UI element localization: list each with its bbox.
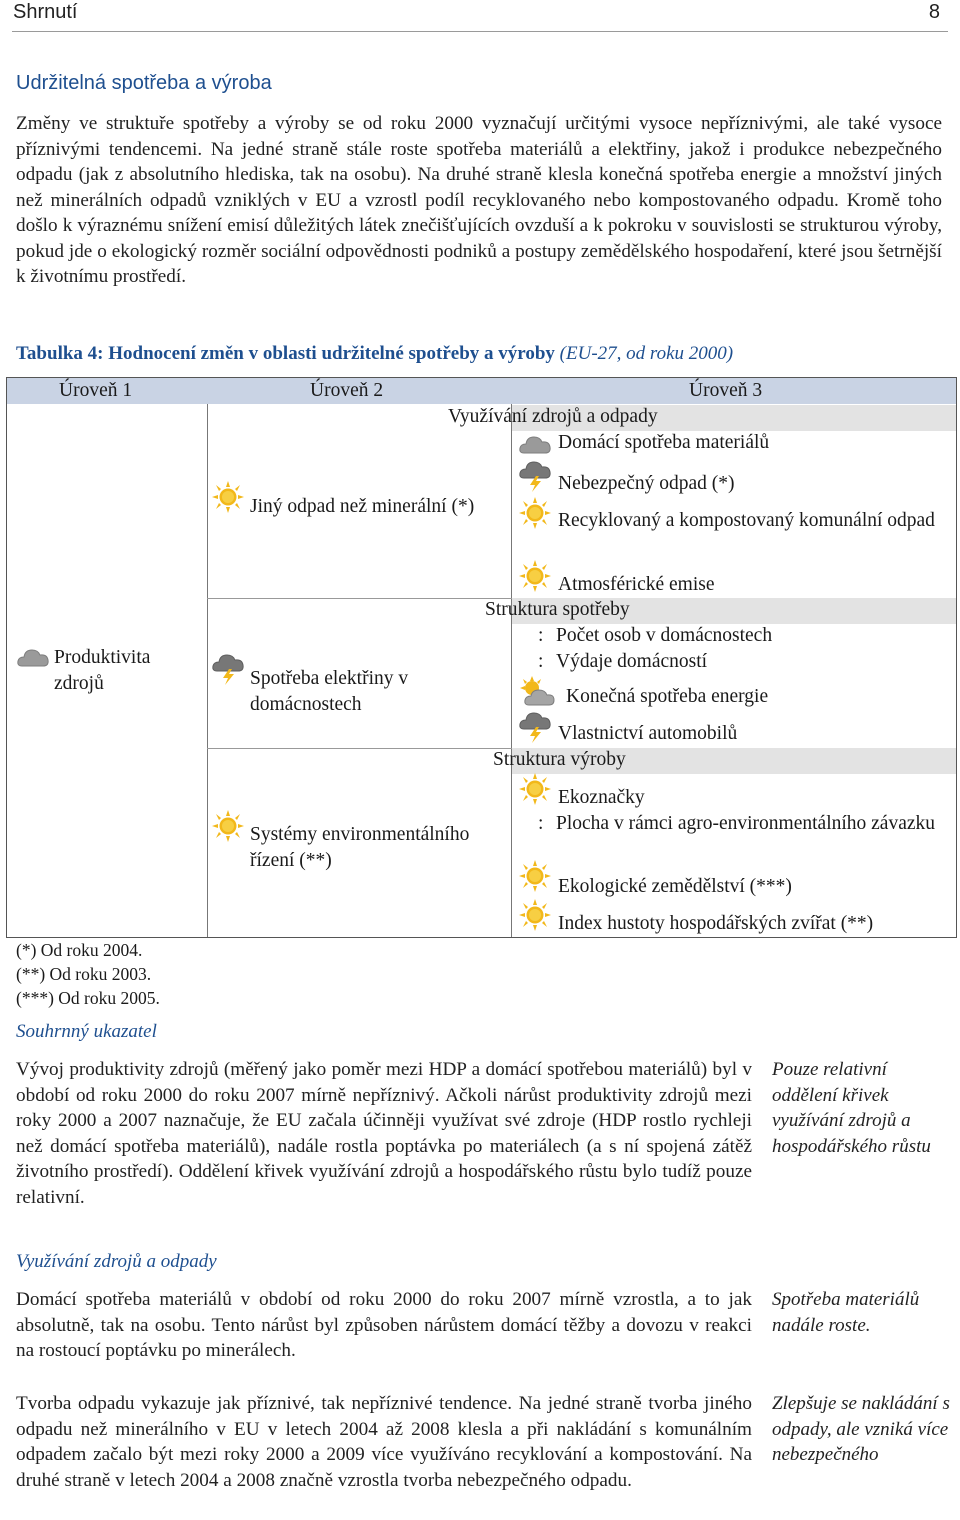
- level-2-label: Spotřeba elektřiny v domácnostech: [250, 668, 409, 715]
- indicator-label: Výdaje domácností: [556, 651, 708, 672]
- indicator-label: Plocha v rámci agro-environmentálního závazku: [556, 813, 936, 834]
- table-caption-title: Tabulka 4: Hodnocení změn v oblasti udržitelné spotřeby a výroby: [16, 343, 555, 364]
- indicator-label: Index hustoty hospodářských zvířat (**): [558, 913, 874, 934]
- level-2-label: Jiný odpad než minerální (*): [250, 496, 475, 517]
- group-title: Struktura výroby: [493, 749, 626, 770]
- no-assessment-marker: :: [538, 813, 544, 834]
- column-divider: [511, 404, 512, 937]
- footnote: (*) Od roku 2004.: [16, 940, 143, 960]
- indicator-label: Ekoznačky: [558, 787, 645, 808]
- level-2-label: Systémy environmentálního řízení (**): [250, 824, 470, 871]
- level-1-label: Produktivita zdrojů: [54, 647, 151, 694]
- indicator-label: Domácí spotřeba materiálů: [558, 432, 770, 453]
- sun-cloud-icon: [519, 676, 555, 710]
- table-header-row: [7, 378, 956, 404]
- sun-icon: [517, 772, 553, 806]
- summary-paragraph: Vývoj produktivity zdrojů (měřený jako poměr mezi HDP a domácí spotřebou materiálů) byl v období od roku 2000 do roku 2007 mírně nepříznivý. Ačkoli nárůst produktivity zdrojů mezi roky 2000 a 2007 naznačuje, že EU začala účinněji využívat své zdroje (HDP rostlo rychleji než domácí spotřeba materiálů), nadále rostla poptávka po materiálech (a s ní spojená zátěž životního prostředí). Oddělení křivek využívání zdrojů a hospodářského růstu bylo tudíž pouze relativní.: [16, 1059, 752, 1208]
- level-3-header: Úroveň 3: [689, 380, 763, 401]
- table-caption: [16, 343, 733, 365]
- indicator-label: Nebezpečný odpad (*): [558, 473, 735, 494]
- sun-icon: [517, 559, 553, 593]
- summary-margin-note: Pouze relativní oddělení křivek využívání zdrojů a hospodářského růstu: [772, 1059, 931, 1157]
- column-divider: [207, 404, 208, 937]
- no-assessment-marker: :: [538, 651, 544, 672]
- storm-icon: [517, 459, 553, 493]
- waste-margin-note: Zlepšuje se nakládání s odpady, ale vzniká více nebezpečného: [772, 1393, 950, 1465]
- storm-icon: [210, 652, 246, 686]
- storm-icon: [517, 710, 553, 744]
- resources-paragraph: Domácí spotřeba materiálů v období od roku 2000 do roku 2007 mírně vzrostla, a to jak absolutně, tak na osobu. Tento nárůst byl způsoben nárůstem domácí těžby a dovozu v reakci na rostoucí poptávku po minerálech.: [16, 1289, 752, 1361]
- group-title: Využívání zdrojů a odpady: [448, 406, 658, 427]
- section-header: Shrnutí: [13, 1, 78, 23]
- sun-icon: [517, 898, 553, 932]
- resources-margin-note: Spotřeba materiálů nadále roste.: [772, 1289, 920, 1336]
- footnote: (**) Od roku 2003.: [16, 964, 152, 984]
- sun-icon: [210, 480, 246, 514]
- indicator-label: Konečná spotřeba energie: [566, 686, 769, 707]
- level-2-header: Úroveň 2: [310, 380, 384, 401]
- indicator-label: Vlastnictví automobilů: [558, 723, 738, 744]
- summary-heading: Souhrnný ukazatel: [16, 1021, 157, 1042]
- resources-heading: Využívání zdrojů a odpady: [16, 1251, 217, 1272]
- cloud-icon: [15, 640, 51, 674]
- footnote: (***) Od roku 2005.: [16, 988, 160, 1008]
- row-divider: [207, 598, 512, 599]
- indicator-label: Ekologické zemědělství (***): [558, 876, 792, 897]
- sun-icon: [517, 859, 553, 893]
- intro-paragraph: Změny ve struktuře spotřeby a výroby se od roku 2000 vyznačují určitými vysoce nepříznivými, ale také vysoce příznivými tendencemi. Na jedné straně stále roste spotřeba materiálů a elektřiny, jakož i produkce nebezpečného odpadu (jak z absolutního hlediska, tak na osobu). Na druhé straně klesla konečná spotřeba energie a množství jiných než minerálních odpadů vzniklých v EU a vzrostl podíl recyklovaného nebo kompostovaného odpadu. Kromě toho došlo k výraznému snížení emisí důležitých látek znečišťujících ovzduší a k pokroku v souvislosti se strukturou výroby, pokud jde o ekologický rozměr sociální odpovědnosti podniků a postupy zemědělského hospodaření, které jsou šetrnější k životnímu prostředí.: [16, 113, 942, 287]
- waste-paragraph: Tvorba odpadu vykazuje jak příznivé, tak nepříznivé tendence. Na jedné straně tvorba jiného odpadu než minerálního v EU v letech 2004 až 2008 klesla a při nakládání s komunálním odpadem začalo být mezi roky 2000 a 2009 více využíváno recyklování a kompostování. Na druhé straně v letech 2004 a 2008 značně vzrostla tvorba nebezpečného odpadu.: [16, 1393, 752, 1491]
- header-rule: [12, 31, 948, 32]
- level-1-header: Úroveň 1: [59, 380, 133, 401]
- group-title: Struktura spotřeby: [485, 599, 630, 620]
- no-assessment-marker: :: [538, 625, 544, 646]
- section-title: Udržitelná spotřeba a výroba: [16, 72, 272, 94]
- indicator-label: Recyklovaný a kompostovaný komunální odpad: [558, 510, 935, 531]
- indicator-label: Atmosférické emise: [558, 574, 715, 595]
- cloud-icon: [517, 427, 553, 461]
- page-number: 8: [928, 1, 940, 23]
- indicator-label: Počet osob v domácnostech: [556, 625, 773, 646]
- row-divider: [207, 748, 512, 749]
- table-caption-suffix: (EU-27, od roku 2000): [559, 343, 734, 364]
- sun-icon: [210, 809, 246, 843]
- assessment-table: [6, 377, 957, 938]
- sun-icon: [517, 496, 553, 530]
